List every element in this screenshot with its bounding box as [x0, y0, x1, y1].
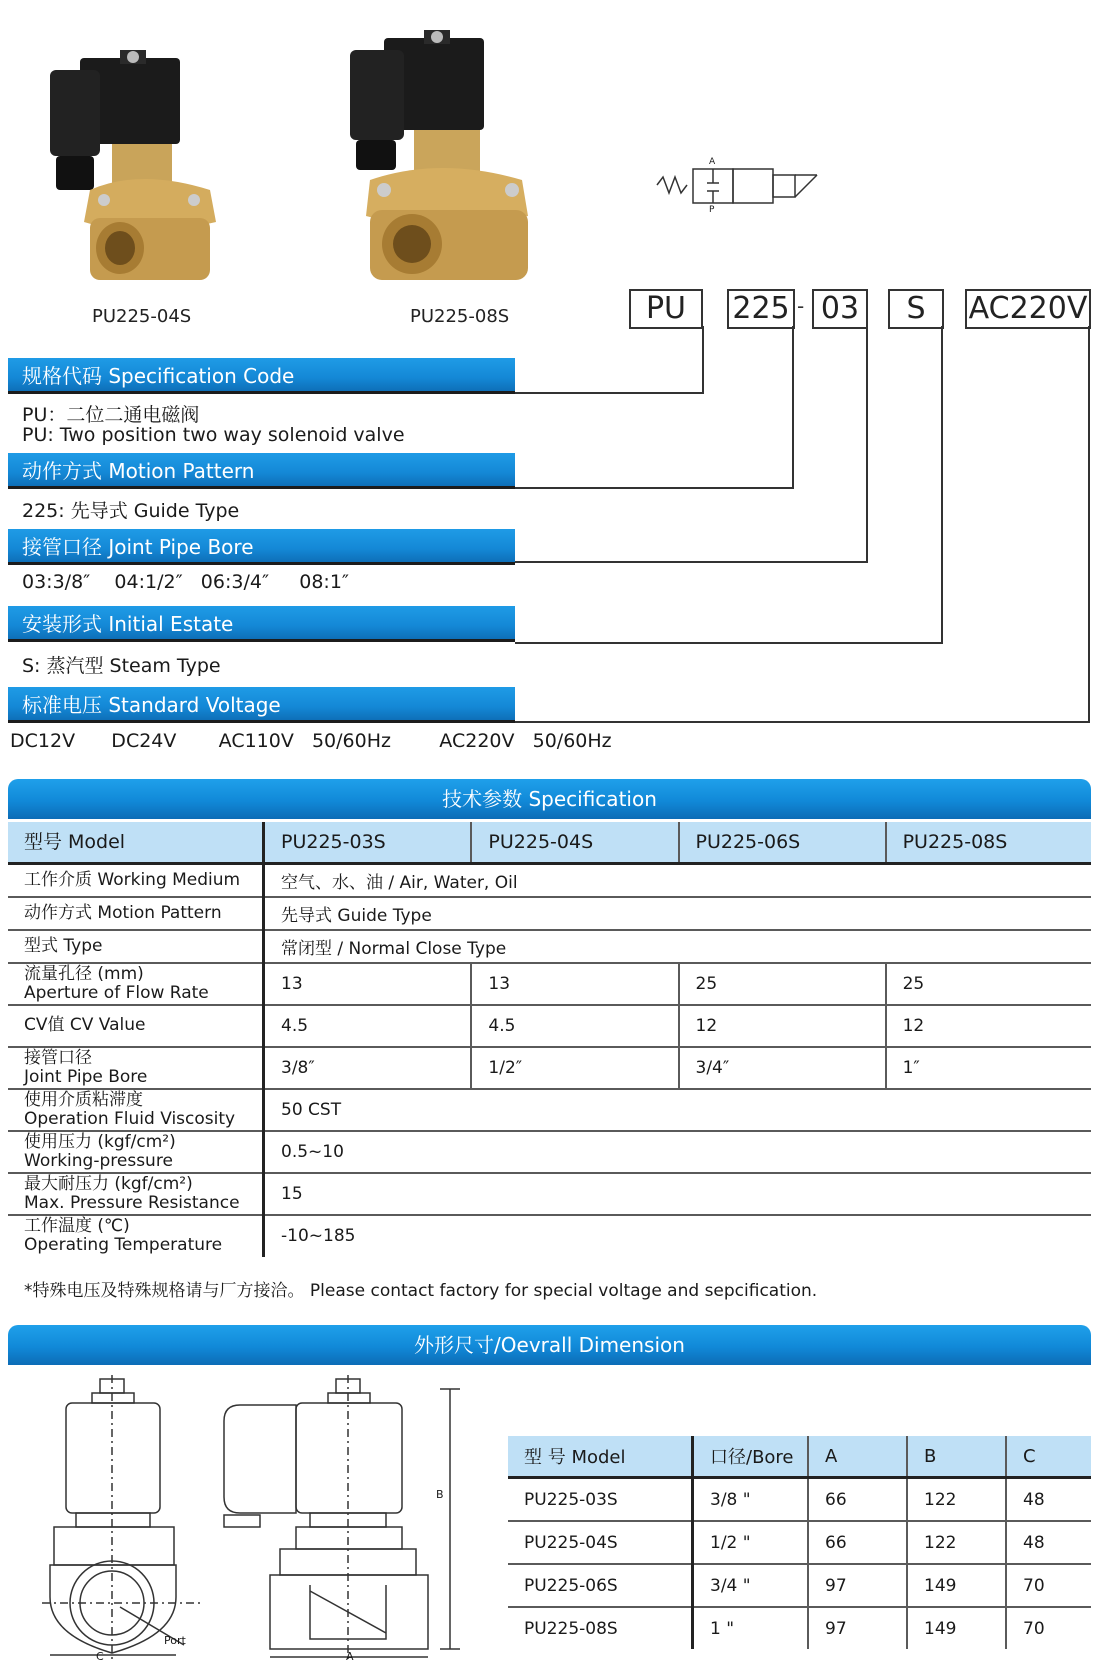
dim-b: 122: [907, 1521, 1006, 1564]
dim-b-label: B: [436, 1488, 444, 1501]
table-row: [8, 1005, 1091, 1047]
row-label-en: Operation Fluid Viscosity: [24, 1108, 236, 1129]
dim-header-c: C: [1006, 1436, 1091, 1478]
spec-header-03s: PU225-03S: [264, 822, 472, 864]
section-header-standard-voltage: 标准电压 Standard Voltage: [8, 687, 515, 723]
row-label: [8, 1089, 264, 1131]
spec-code-line-1: PU：二位二通电磁阀: [22, 404, 200, 426]
dim-c: 70: [1006, 1564, 1091, 1607]
row-cell: 25: [679, 963, 886, 1005]
dim-c: 48: [1006, 1478, 1091, 1522]
dim-header-a: A: [808, 1436, 907, 1478]
section-header-spec-code: 规格代码 Specification Code: [8, 358, 515, 394]
table-row: [508, 1521, 1091, 1564]
row-label-en: Joint Pipe Bore: [24, 1066, 148, 1087]
table-row: [8, 1173, 1091, 1215]
row-label: [8, 1047, 264, 1089]
dim-bore: 1/2 ": [693, 1521, 809, 1564]
code-box-225: 225: [727, 289, 795, 329]
dim-header-bore: 口径/Bore: [693, 1436, 809, 1478]
table-row: [8, 1215, 1091, 1257]
row-value: -10~185: [281, 1226, 356, 1246]
row-label: [8, 963, 264, 1005]
row-cell: 4.5: [471, 1005, 678, 1047]
pipe-bore-line: 03:3/8″ 04:1/2″ 06:3/4″ 08:1″: [22, 571, 349, 593]
motion-pattern-line: 225: 先导式 Guide Type: [22, 500, 240, 522]
row-value: 50 CST: [264, 1089, 1092, 1131]
row-label: [8, 1215, 264, 1257]
code-box-pu: PU: [629, 289, 703, 329]
table-row: [508, 1607, 1091, 1649]
dim-a-label: A: [346, 1650, 354, 1663]
code-box-voltage: AC220V: [965, 289, 1091, 329]
table-row: [8, 1047, 1091, 1089]
front-view-drawing: [30, 1375, 220, 1665]
dimension-title: 外形尺寸/Oevrall Dimension: [8, 1325, 1091, 1365]
spec-table: [8, 822, 1091, 1257]
dimension-table: [508, 1436, 1091, 1649]
table-row: [8, 963, 1091, 1005]
row-label-en: Operating Temperature: [24, 1235, 223, 1255]
row-cell: 25: [886, 963, 1091, 1005]
table-row: [508, 1478, 1091, 1522]
dim-table-header-row: [508, 1436, 1091, 1478]
table-row: [8, 1089, 1091, 1131]
row-label: [8, 1131, 264, 1173]
spec-header-06s: PU225-06S: [679, 822, 886, 864]
dim-b: 122: [907, 1478, 1006, 1522]
row-cell: 3/8″: [264, 1047, 472, 1089]
row-label-cn: 最大耐压力 (kgf/cm²): [24, 1173, 193, 1194]
dim-b: 149: [907, 1564, 1006, 1607]
table-row: [8, 864, 1091, 897]
row-cell: 1″: [886, 1047, 1091, 1089]
row-label: CV值 CV Value: [8, 1005, 264, 1047]
dim-bore: 1 ": [693, 1607, 809, 1649]
initial-estate-line: S: 蒸汽型 Steam Type: [22, 655, 221, 677]
code-box-s: S: [888, 289, 944, 329]
row-cell: 12: [679, 1005, 886, 1047]
dim-model: PU225-04S: [508, 1521, 693, 1564]
row-value: 0.5~10: [264, 1131, 1092, 1173]
code-box-03: 03: [812, 289, 868, 329]
valve-schematic-symbol: [655, 155, 825, 215]
port-a-label: A: [709, 157, 716, 167]
product-caption-right: PU225-08S: [410, 306, 510, 327]
row-cell: 13: [471, 963, 678, 1005]
port-p-label: P: [709, 205, 715, 215]
valve-photo-right: [340, 30, 540, 290]
row-cell: 3/4″: [679, 1047, 886, 1089]
dim-a: 66: [808, 1478, 907, 1522]
section-header-initial-estate: 安装形式 Initial Estate: [8, 606, 515, 642]
row-value: 空气、水、油 / Air, Water, Oil: [264, 864, 1092, 897]
spec-header-08s: PU225-08S: [886, 822, 1091, 864]
spec-footnote: *特殊电压及特殊规格请与厂方接洽。 Please contact factory for special voltage and sepcification.: [24, 1281, 818, 1301]
dim-bore: 3/4 ": [693, 1564, 809, 1607]
section-header-pipe-bore: 接管口径 Joint Pipe Bore: [8, 529, 515, 565]
valve-photo-left: [40, 50, 240, 290]
standard-voltage-line: DC12V DC24V AC110V 50/60Hz AC220V 50/60Hz: [10, 730, 612, 752]
row-value: 常闭型 / Normal Close Type: [264, 930, 1092, 963]
code-separator: -: [797, 294, 805, 318]
row-label-cn: 使用介质粘滞度: [24, 1089, 143, 1110]
spec-code-line-2: PU: Two position two way solenoid valve: [22, 424, 405, 446]
spec-header-04s: PU225-04S: [471, 822, 678, 864]
row-label: 动作方式 Motion Pattern: [8, 897, 264, 930]
row-label: 工作介质 Working Medium: [8, 864, 264, 897]
dim-header-model: 型 号 Model: [508, 1436, 693, 1478]
table-row: [508, 1564, 1091, 1607]
row-label-cn: 使用压力 (kgf/cm²): [24, 1131, 176, 1152]
row-value: 15: [264, 1173, 1092, 1215]
row-value: 先导式 Guide Type: [264, 897, 1092, 930]
spec-header-model: 型号 Model: [8, 822, 264, 864]
spec-table-header-row: [8, 822, 1091, 864]
row-label-cn: 接管口径: [24, 1047, 92, 1068]
dim-a: 97: [808, 1564, 907, 1607]
dim-header-b: B: [907, 1436, 1006, 1478]
row-label-cn: 流量孔径 (mm): [24, 963, 144, 984]
row-label-cn: 工作温度 (℃): [24, 1216, 130, 1236]
row-label-en: Aperture of Flow Rate: [24, 982, 209, 1003]
row-cell: 1/2″: [471, 1047, 678, 1089]
dim-c: 48: [1006, 1521, 1091, 1564]
table-row: [8, 1131, 1091, 1173]
dim-model: PU225-08S: [508, 1607, 693, 1649]
row-label-en: Working-pressure: [24, 1150, 173, 1171]
dim-b: 149: [907, 1607, 1006, 1649]
dim-c: 70: [1023, 1618, 1045, 1639]
table-row: [8, 930, 1091, 963]
section-header-motion-pattern: 动作方式 Motion Pattern: [8, 453, 515, 489]
dim-a: 66: [808, 1521, 907, 1564]
dim-model: PU225-03S: [508, 1478, 693, 1522]
table-row: [8, 897, 1091, 930]
row-label: 型式 Type: [8, 930, 264, 963]
row-cell: 13: [264, 963, 472, 1005]
row-label-en: Max. Pressure Resistance: [24, 1192, 240, 1213]
dim-bore: 3/8 ": [693, 1478, 809, 1522]
port-label: Port: [164, 1634, 186, 1647]
spec-table-title: 技术参数 Specification: [8, 779, 1091, 819]
side-view-drawing: [220, 1375, 490, 1665]
row-label: [8, 1173, 264, 1215]
row-cell: 12: [886, 1005, 1091, 1047]
row-cell: 4.5: [264, 1005, 472, 1047]
dim-model: PU225-06S: [508, 1564, 693, 1607]
dim-c-label: C: [96, 1650, 104, 1663]
product-caption-left: PU225-04S: [92, 306, 192, 327]
dim-a: 97: [808, 1607, 907, 1649]
